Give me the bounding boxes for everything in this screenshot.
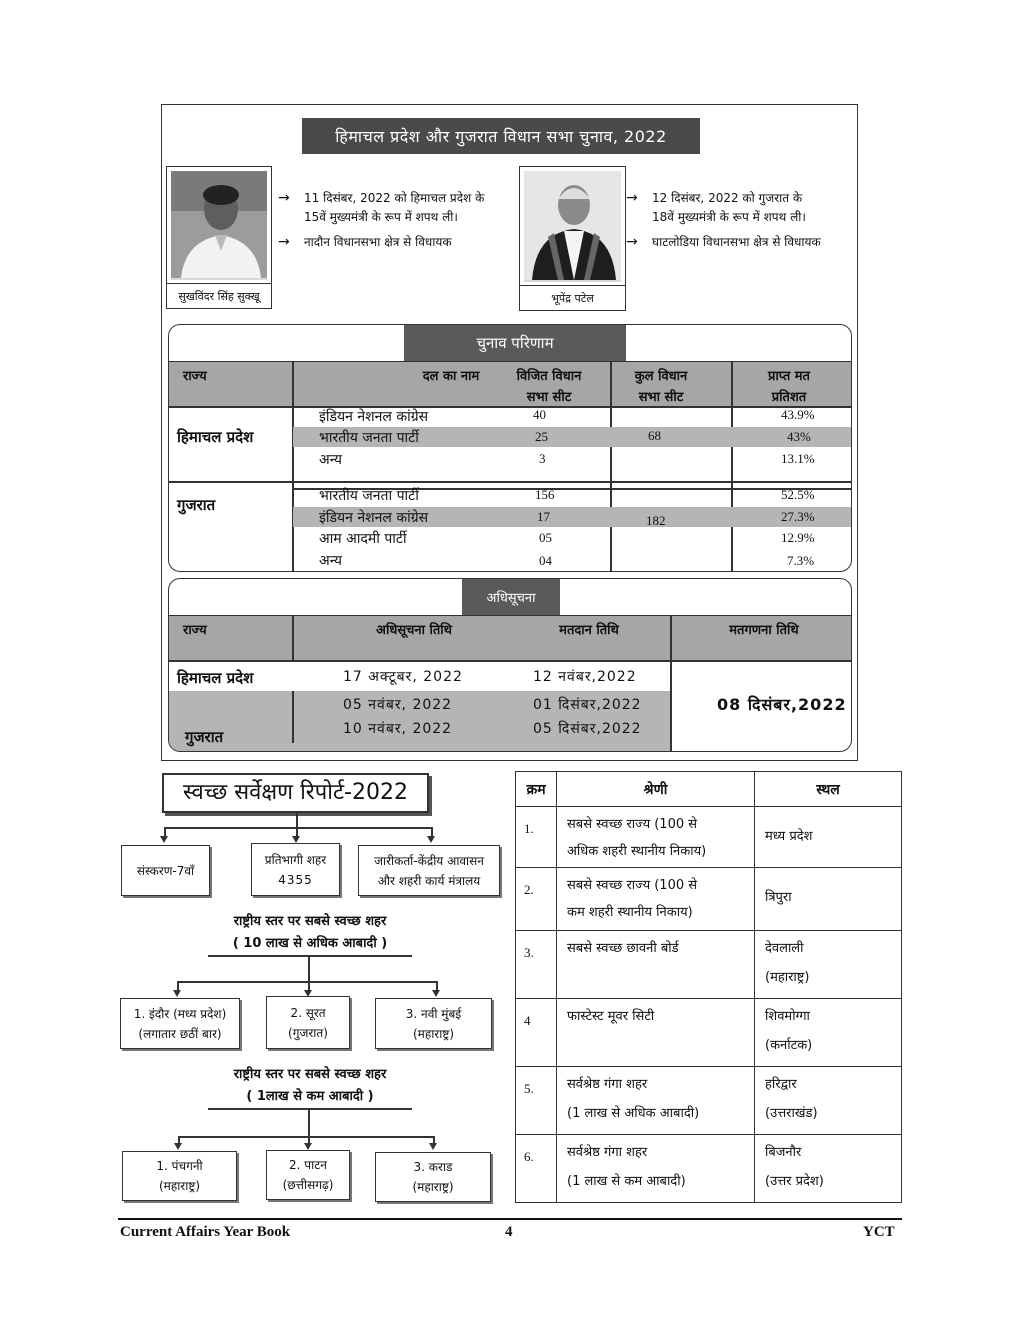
participants-box	[251, 843, 340, 896]
cat-line: सबसे स्वच्छ राज्य (100 से	[567, 878, 698, 893]
place-line: (उत्तर प्रदेश)	[765, 1174, 824, 1189]
results-title: चुनाव परिणाम	[404, 325, 626, 361]
city-note: (गुजरात)	[288, 1025, 328, 1040]
notification-title: अधिसूचना	[462, 579, 560, 615]
col-pct-line: प्रतिशत	[771, 390, 807, 405]
page-title: हिमाचल प्रदेश और गुजरात विधान सभा चुनाव, 2022	[302, 118, 700, 154]
row-no: 5.	[516, 1067, 557, 1135]
row-place	[755, 1135, 902, 1203]
row-place	[755, 868, 902, 931]
place-line: बिजनौर	[765, 1145, 802, 1160]
large-city-1	[120, 998, 240, 1049]
row-no: 1.	[516, 807, 557, 868]
small-city-1	[122, 1151, 237, 1201]
city-name: 3. कराड	[413, 1160, 453, 1174]
small-city-3	[375, 1152, 491, 1202]
place-line: मध्य प्रदेश	[765, 829, 813, 844]
swachh-title	[162, 773, 429, 813]
page-number: 4	[505, 1224, 513, 1240]
poll-date: 05 दिसंबर,2022	[533, 721, 642, 737]
col-no: क्रम	[516, 772, 557, 807]
city-name: 2. पाटन	[289, 1158, 327, 1172]
table-row	[516, 807, 902, 868]
place-line: (कर्नाटक)	[765, 1038, 813, 1053]
row-no: 2.	[516, 868, 557, 931]
pct-value: 27.3%	[781, 509, 815, 524]
party-name: अन्य	[319, 452, 342, 468]
row-category	[557, 931, 755, 999]
note-text: 12 दिसंबर, 2022 को गुजरात के	[652, 191, 803, 205]
seats-value: 04	[539, 553, 552, 568]
col-state: राज्य	[183, 369, 207, 384]
row-category	[557, 1135, 755, 1203]
party-name: भारतीय जनता पार्टी	[319, 488, 419, 504]
city-name: 1. इंदौर (मध्य प्रदेश)	[133, 1006, 227, 1021]
cat-line: सबसे स्वच्छ राज्य (100 से	[567, 817, 698, 832]
pct-value: 43%	[787, 429, 811, 444]
place-line: देवलाली	[765, 941, 804, 956]
results-panel	[168, 324, 852, 572]
party-name: भारतीय जनता पार्टी	[319, 430, 419, 446]
notif-date: 17 अक्टूबर, 2022	[343, 669, 463, 685]
city-note: (लगातार छठीं बार)	[138, 1026, 222, 1041]
col-total-line: सभा सीट	[638, 390, 684, 405]
col-won-line: सभा सीट	[526, 390, 572, 405]
col-won-line: विजित विधान	[516, 369, 582, 384]
leader-photo-2	[524, 171, 621, 282]
issuer-text: और शहरी कार्य मंत्रालय	[377, 873, 481, 888]
party-name: इंडियन नेशनल कांग्रेस	[319, 510, 429, 526]
row-category	[557, 807, 755, 868]
seats-value: 05	[539, 530, 552, 545]
row-no: 3.	[516, 931, 557, 999]
col-place: स्थल	[755, 772, 902, 807]
count-date: 08 दिसंबर,2022	[717, 695, 847, 714]
note-text: 15वें मुख्यमंत्री के रूप में शपथ ली।	[304, 210, 458, 224]
seats-value: 17	[537, 509, 550, 524]
note-text: 11 दिसंबर, 2022 को हिमाचल प्रदेश के	[304, 191, 485, 205]
row-place	[755, 999, 902, 1067]
note-text: घाटलोडिया विधानसभा क्षेत्र से विधायक	[652, 235, 821, 249]
cat-line: कम शहरी स्थानीय निकाय)	[567, 905, 693, 920]
row-category	[557, 1067, 755, 1135]
cat-line: (1 लाख से कम आबादी)	[567, 1174, 686, 1189]
row-category	[557, 999, 755, 1067]
place-line: (उत्तराखंड)	[765, 1106, 818, 1121]
col-won	[499, 366, 599, 408]
pct-value: 12.9%	[781, 530, 815, 545]
issuer-box	[358, 845, 500, 896]
edition-box	[121, 845, 210, 896]
heading-line: राष्ट्रीय स्तर पर सबसे स्वच्छ शहर	[233, 1067, 387, 1082]
row-place	[755, 931, 902, 999]
total-value: 182	[646, 513, 666, 528]
col-total-line: कुल विधान	[634, 369, 688, 384]
col-poll-date: मतदान तिथि	[559, 623, 619, 638]
city-note: (छत्तीसगढ़)	[282, 1178, 334, 1192]
table-row	[516, 1067, 902, 1135]
cat-line: (1 लाख से अधिक आबादी)	[567, 1106, 700, 1121]
table-row	[516, 931, 902, 999]
seats-value: 3	[539, 451, 546, 466]
small-city-2	[266, 1150, 350, 1200]
edition-text: संस्करण-7वाँ	[136, 863, 195, 878]
footer-rule	[118, 1218, 902, 1220]
place-line: हरिद्वार	[765, 1077, 797, 1092]
pct-value: 52.5%	[781, 487, 815, 502]
leader-notes-2	[626, 189, 821, 252]
leader-photo-1	[171, 171, 267, 280]
gujarat-label: गुजरात	[185, 728, 224, 746]
note-text: नादौन विधानसभा क्षेत्र से विधायक	[304, 235, 452, 249]
col-pct-line: प्राप्त मत	[768, 369, 810, 384]
row-place	[755, 807, 902, 868]
party-name: अन्य	[319, 553, 342, 569]
poll-date: 12 नवंबर,2022	[533, 669, 637, 685]
table-row	[516, 868, 902, 931]
large-city-2	[266, 996, 350, 1049]
small-cities-heading	[160, 1064, 460, 1108]
leader-photo-card-1	[166, 166, 272, 309]
note-text: 18वें मुख्यमंत्री के रूप में शपथ ली।	[652, 210, 806, 224]
footer-left: Current Affairs Year Book	[120, 1224, 291, 1240]
cat-line: सबसे स्वच्छ छावनी बोर्ड	[567, 941, 679, 956]
city-note: (महाराष्ट्र)	[412, 1180, 454, 1194]
heading-line: राष्ट्रीय स्तर पर सबसे स्वच्छ शहर	[233, 914, 387, 929]
heading-line: ( 1लाख से कम आबादी )	[246, 1089, 374, 1104]
seats-value: 25	[535, 429, 548, 444]
footer-right: YCT	[863, 1224, 895, 1240]
city-note: (महाराष्ट्र)	[412, 1026, 455, 1041]
table-header-row	[516, 772, 902, 807]
swachh-title-text: स्वच्छ सर्वेक्षण रिपोर्ट-2022	[183, 780, 408, 805]
arrow-right-icon: →	[278, 234, 290, 250]
place-line: शिवमोग्गा	[765, 1009, 810, 1024]
awards-table	[515, 771, 902, 1203]
arrow-right-icon: →	[626, 234, 638, 250]
notification-panel	[168, 578, 852, 752]
table-row	[516, 999, 902, 1067]
place-line: (महाराष्ट्र)	[765, 970, 810, 985]
row-no: 6.	[516, 1135, 557, 1203]
gujarat-label: गुजरात	[177, 496, 216, 514]
pct-value: 43.9%	[781, 407, 815, 422]
poll-date: 01 दिसंबर,2022	[533, 697, 642, 713]
participants-label: प्रतिभागी शहर	[264, 852, 327, 867]
arrow-right-icon: →	[278, 190, 290, 206]
col-state: राज्य	[183, 623, 207, 638]
leader-name-2: भूपेंद्र पटेल	[520, 285, 625, 310]
himachal-label: हिमाचल प्रदेश	[177, 428, 254, 446]
col-notif-date: अधिसूचना तिथि	[376, 623, 452, 638]
pct-value: 7.3%	[787, 553, 815, 568]
row-category	[557, 868, 755, 931]
col-total	[611, 366, 711, 408]
leader-name-1: सुखविंदर सिंह सुक्खू	[167, 283, 271, 308]
large-city-3	[375, 998, 492, 1049]
col-category: श्रेणी	[557, 772, 755, 807]
table-row	[516, 1135, 902, 1203]
leader-notes-1	[278, 189, 484, 252]
large-cities-heading	[160, 911, 460, 955]
arrow-right-icon: →	[626, 190, 638, 206]
seats-value: 40	[533, 407, 546, 422]
row-no: 4	[516, 999, 557, 1067]
city-note: (महाराष्ट्र)	[158, 1179, 201, 1193]
issuer-text: जारीकर्ता-केंद्रीय आवासन	[374, 853, 484, 868]
notif-date: 10 नवंबर, 2022	[343, 721, 453, 737]
pct-value: 13.1%	[781, 451, 815, 466]
total-value: 68	[648, 428, 661, 443]
heading-line: ( 10 लाख से अधिक आबादी )	[232, 936, 388, 951]
place-line: त्रिपुरा	[765, 890, 792, 905]
cat-line: सर्वश्रेष्ठ गंगा शहर	[567, 1145, 648, 1160]
notif-date: 05 नवंबर, 2022	[343, 697, 453, 713]
row-place	[755, 1067, 902, 1135]
party-name: इंडियन नेशनल कांग्रेस	[319, 409, 429, 425]
cat-line: सर्वश्रेष्ठ गंगा शहर	[567, 1077, 648, 1092]
city-name: 1. पंचगनी	[156, 1159, 203, 1173]
seats-value: 156	[535, 487, 555, 502]
city-name: 3. नवी मुंबई	[405, 1006, 462, 1021]
col-party: दल का नाम	[422, 369, 480, 384]
party-name: आम आदमी पार्टी	[319, 531, 407, 547]
leader-photo-card-2	[519, 166, 626, 311]
participants-value: 4355	[278, 872, 313, 887]
cat-line: फास्टेस्ट मूवर सिटी	[567, 1009, 655, 1024]
cat-line: अधिक शहरी स्थानीय निकाय)	[567, 844, 707, 859]
himachal-label: हिमाचल प्रदेश	[177, 669, 254, 687]
col-count-date: मतगणना तिथि	[729, 623, 799, 638]
city-name: 2. सूरत	[290, 1005, 326, 1020]
col-pct	[739, 366, 839, 408]
